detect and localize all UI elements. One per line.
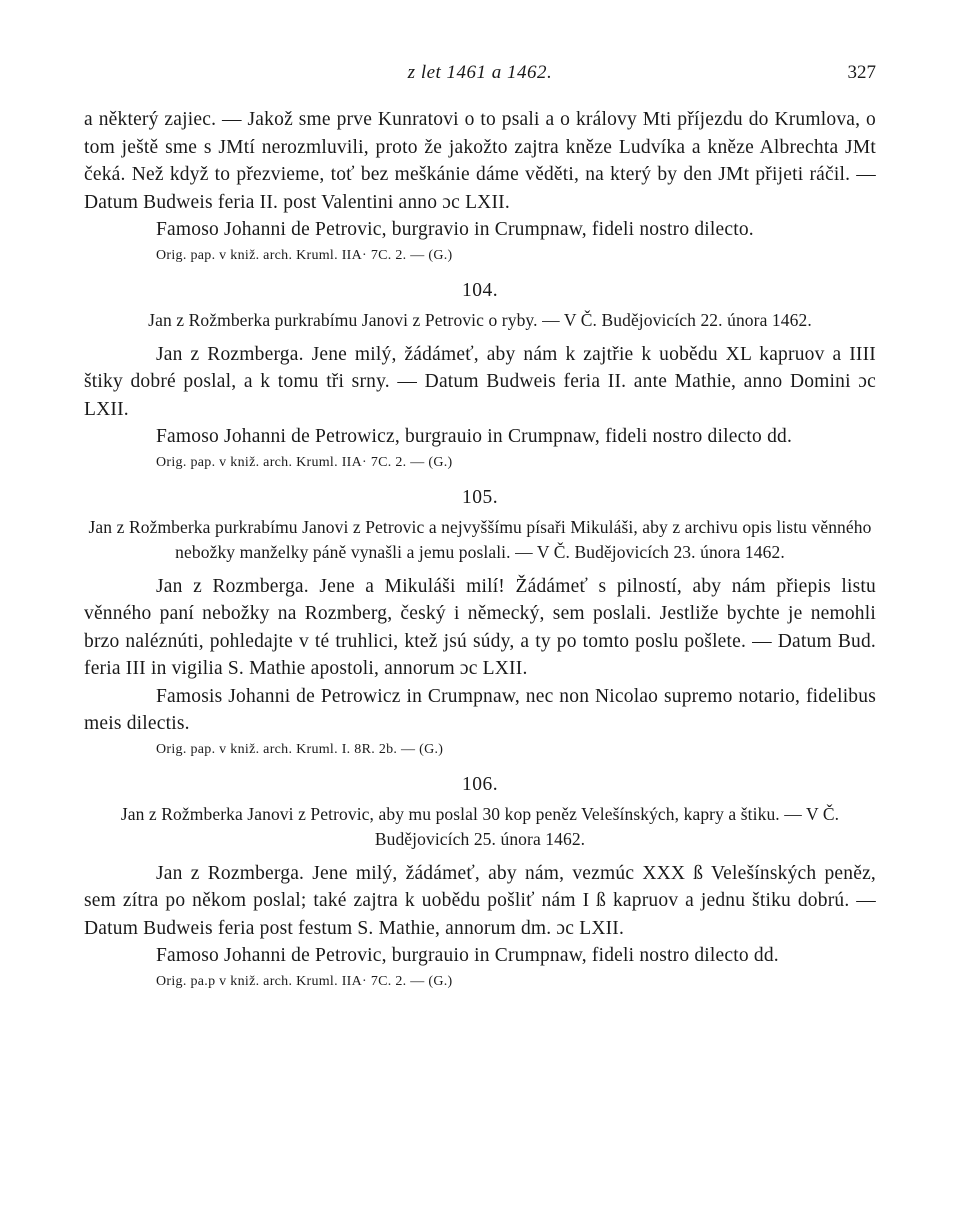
letter-address: Famoso Johanni de Petrovic, burgravio in Crumpnaw, fideli nostro dilecto.: [156, 219, 754, 240]
document-number: 104.: [461, 279, 499, 301]
letter-text: a některý zajiec. — Jakož sme prve Kunratovi o to psali a o královy Mti příjezdu do Krumlova, o tom ještě sme s JMtí nerozmluvili, proto že jakožto zajtra kněze Ludvíka a kněze Albrechta JMt čeká. Než když to přezvieme, toť bez meškánie dáme věděti, na který by den JMt přijeti ráčil. — Datum Budweis feria II. post Valentini anno ɔc LXII.: [84, 109, 876, 213]
page-body: [84, 106, 876, 992]
letter-text: Jan z Rozmberga. Jene milý, žádámeť, aby nám k zajtřie k uobědu XL kapruov a IIII štiky dobré poslal, a k tomu tři srny. — Datum Budweis feria II. ante Mathie, anno Domini ɔc LXII.: [84, 343, 876, 420]
letter-address: Famosis Johanni de Petrowicz in Crumpnaw, nec non Nicolao supremo notario, fidelibus meis dilectis.: [84, 685, 876, 734]
document-regest: Jan z Rožmberka purkrabímu Janovi z Petrovic a nejvyššímu písaři Mikuláši, aby z archivu opis listu věnného nebožky manželky páně vynašli a jemu poslali. — V Č. Budějovicích 23. února 1462.: [88, 516, 872, 562]
letter-address: Famoso Johanni de Petrowicz, burgrauio in Crumpnaw, fideli nostro dilecto dd.: [156, 426, 793, 447]
document-regest: Jan z Rožmberka Janovi z Petrovic, aby mu poslal 30 kop peněz Velešínských, kapry a štiku. — V Č. Budějovicích 25. února 1462.: [120, 803, 840, 849]
page-number: 327: [847, 62, 876, 83]
document-number: 105.: [461, 486, 499, 508]
document-104: [84, 280, 876, 473]
document-regest: Jan z Rožmberka purkrabímu Janovi z Petrovic o ryby. — V Č. Budějovicích 22. února 1462.: [148, 309, 812, 330]
continued-letter: [84, 106, 876, 266]
document-105: [84, 487, 876, 760]
source-note: Orig. pap. v kniž. arch. Kruml. IIA· 7C. 2. — (G.): [156, 247, 453, 263]
source-note: Orig. pa.p v kniž. arch. Kruml. IIA· 7C. 2. — (G.): [156, 973, 453, 989]
letter-text: Jan z Rozmberga. Jene milý, žádámeť, aby nám, vezmúc XXX ß Velešínských peněz, sem zítra po někom poslal; také zajtra k uobědu pošliť nám I ß kapruov a jednu štiku dobrú. — Datum Budweis feria post festum S. Mathie, annorum dm. ɔc LXII.: [84, 862, 876, 939]
source-note: Orig. pap. v kniž. arch. Kruml. I. 8R. 2b. — (G.): [156, 741, 444, 757]
document-number: 106.: [461, 773, 499, 795]
page-header: [84, 62, 876, 86]
letter-text: Jan z Rozmberga. Jene a Mikuláši milí! Žádámeť s pilností, aby nám přiepis listu věnného paní nebožky na Rozmberg, český i německý, sem poslali. Jestliže bychte je nemohli brzo naléznúti, pohledajte v té truhlici, ktež jsú súdy, a ty po tomto poslu pošlete. — Datum Bud. feria III in vigilia S. Mathie apostoli, annorum ɔc LXII.: [84, 575, 876, 679]
running-title: z let 1461 a 1462.: [407, 62, 553, 83]
letter-address: Famoso Johanni de Petrovic, burgrauio in Crumpnaw, fideli nostro dilecto dd.: [156, 945, 779, 966]
source-note: Orig. pap. v kniž. arch. Kruml. IIA· 7C. 2. — (G.): [156, 454, 453, 470]
document-106: [84, 774, 876, 992]
